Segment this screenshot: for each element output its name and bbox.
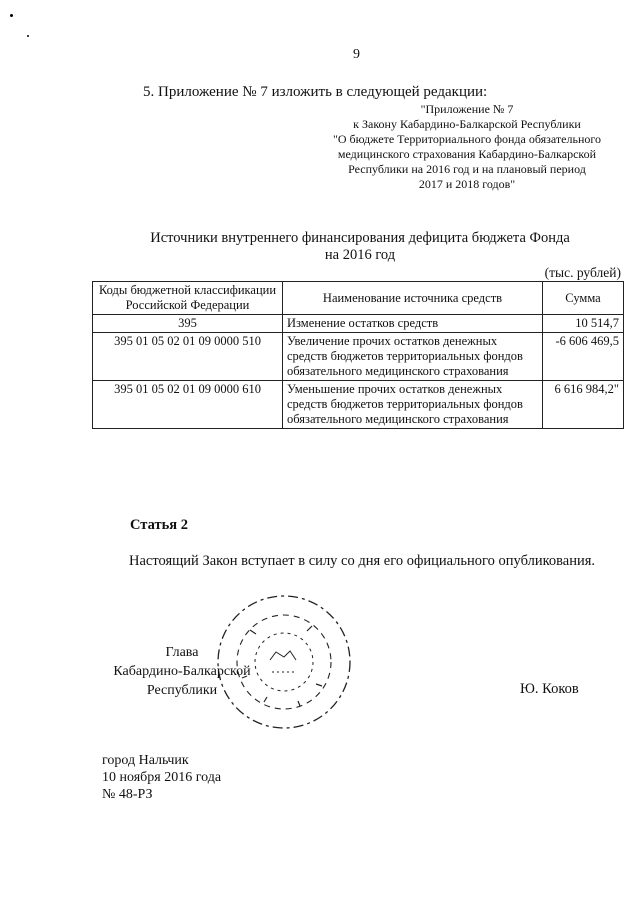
signatory-title-line: Кабардино-Балкарской — [113, 664, 251, 679]
units-label: (тыс. рублей) — [544, 265, 621, 280]
appendix-header-line: медицинского страхования Кабардино-Балкарской — [337, 147, 597, 161]
appendix-header — [317, 102, 617, 192]
law-number: № 48-РЗ — [102, 787, 153, 802]
table-row — [93, 333, 624, 381]
law-effective-text: Настоящий Закон вступает в силу со дня его официального опубликования. — [129, 553, 596, 569]
article-heading: Статья 2 — [130, 517, 188, 533]
place-date-block — [102, 752, 221, 803]
row-sum: 6 616 984,2" — [543, 381, 624, 429]
signatory-title — [97, 643, 267, 700]
amendment-item: 5. Приложение № 7 изложить в следующей редакции: — [143, 84, 488, 100]
financing-sources-table — [92, 281, 624, 429]
appendix-header-line: 2017 и 2018 годов" — [418, 177, 516, 191]
table-row — [93, 381, 624, 429]
law-date: 10 ноября 2016 года — [102, 770, 222, 785]
row-sum: 10 514,7 — [543, 315, 624, 333]
signatory-name: Ю. Коков — [520, 681, 579, 697]
table-header-row — [93, 282, 624, 315]
scan-speck — [27, 35, 29, 37]
table-title — [130, 230, 590, 264]
signatory-title-line: Республики — [146, 683, 218, 698]
row-name: Изменение остатков средств — [283, 315, 543, 333]
row-code: 395 01 05 02 01 09 0000 610 — [93, 381, 283, 429]
scan-speck — [10, 14, 13, 17]
table-row — [93, 315, 624, 333]
signatory-title-line: Глава — [165, 645, 199, 660]
row-sum: -6 606 469,5 — [543, 333, 624, 381]
table-title-line: на 2016 год — [324, 247, 396, 263]
page-number: 9 — [353, 47, 360, 62]
row-code: 395 — [93, 315, 283, 333]
appendix-header-line: "О бюджете Территориального фонда обязательного — [332, 132, 601, 146]
city: город Нальчик — [102, 753, 189, 768]
header-codes: Коды бюджетной классификации Российской Федерации — [93, 282, 283, 315]
table-title-line: Источники внутреннего финансирования дефицита бюджета Фонда — [150, 230, 570, 246]
row-code: 395 01 05 02 01 09 0000 510 — [93, 333, 283, 381]
appendix-header-line: Республики на 2016 год и на плановый период — [348, 162, 586, 176]
header-name: Наименование источника средств — [283, 282, 543, 315]
header-sum: Сумма — [543, 282, 624, 315]
row-name: Уменьшение прочих остатков денежных средств бюджетов территориальных фондов обязательного медицинского страхования — [283, 381, 543, 429]
appendix-header-line: "Приложение № 7 — [420, 102, 514, 116]
row-name: Увеличение прочих остатков денежных средств бюджетов территориальных фондов обязательного медицинского страхования — [283, 333, 543, 381]
appendix-header-line: к Закону Кабардино-Балкарской Республики — [353, 117, 581, 131]
